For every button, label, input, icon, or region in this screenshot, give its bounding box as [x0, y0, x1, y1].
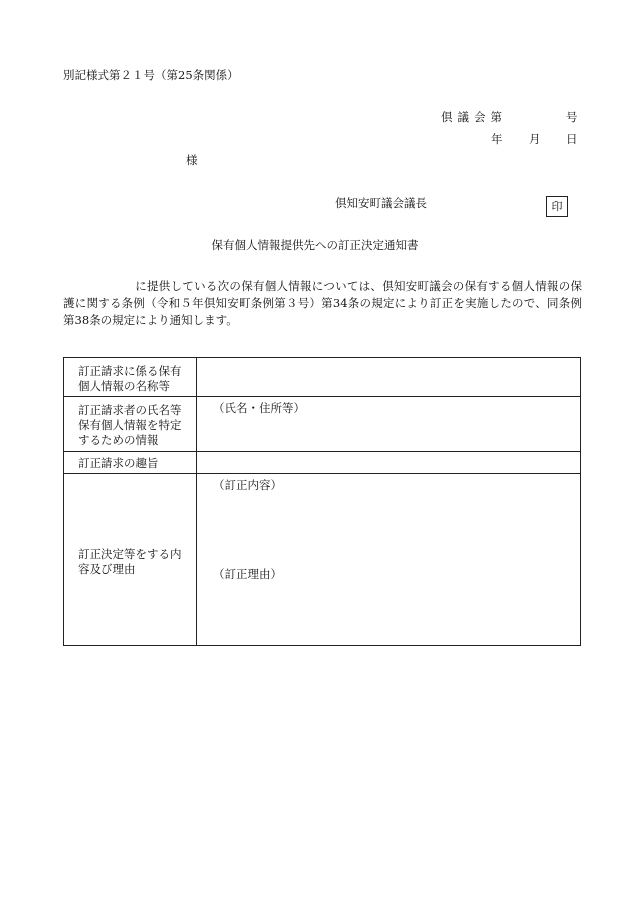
document-title: 保有個人情報提供先への訂正決定通知書	[211, 238, 419, 252]
row-value	[197, 474, 581, 646]
table-row	[64, 397, 581, 452]
info-table	[63, 357, 581, 646]
row-label: 訂正決定等をする内容及び理由	[64, 474, 197, 646]
date-year-label: 年	[491, 132, 503, 146]
table-row	[64, 452, 581, 474]
addressee-honorific: 様	[186, 153, 198, 167]
correction-reason-label: （訂正理由）	[213, 567, 282, 581]
date-month-label: 月	[529, 132, 541, 146]
date-day-label: 日	[566, 132, 578, 146]
row-label: 訂正請求の趣旨	[64, 452, 197, 474]
correction-content-label: （訂正内容）	[213, 478, 282, 492]
row-value	[197, 452, 581, 474]
seal-stamp: 印	[546, 196, 568, 217]
row-label: 訂正請求に係る保有個人情報の名称等	[64, 358, 197, 397]
table-row	[64, 474, 581, 646]
body-paragraph	[63, 278, 582, 329]
sender-name: 倶知安町議会議長	[335, 196, 427, 210]
body-text: に提供している次の保有個人情報については、倶知安町議会の保有する個人情報の保護に関する条例（令和５年倶知安町条例第３号）第34条の規定により訂正を実施したので、同条例第38条の規定により通知します。	[63, 279, 582, 327]
form-number: 別記様式第２１号（第25条関係）	[63, 68, 239, 82]
document-number-label: 倶議会第	[441, 110, 507, 124]
document-number-suffix: 号	[566, 110, 578, 124]
row-value	[197, 358, 581, 397]
table-row	[64, 358, 581, 397]
spacer	[213, 493, 564, 567]
row-label: 訂正請求者の氏名等保有個人情報を特定するための情報	[64, 397, 197, 452]
row-value: （氏名・住所等）	[197, 397, 581, 452]
